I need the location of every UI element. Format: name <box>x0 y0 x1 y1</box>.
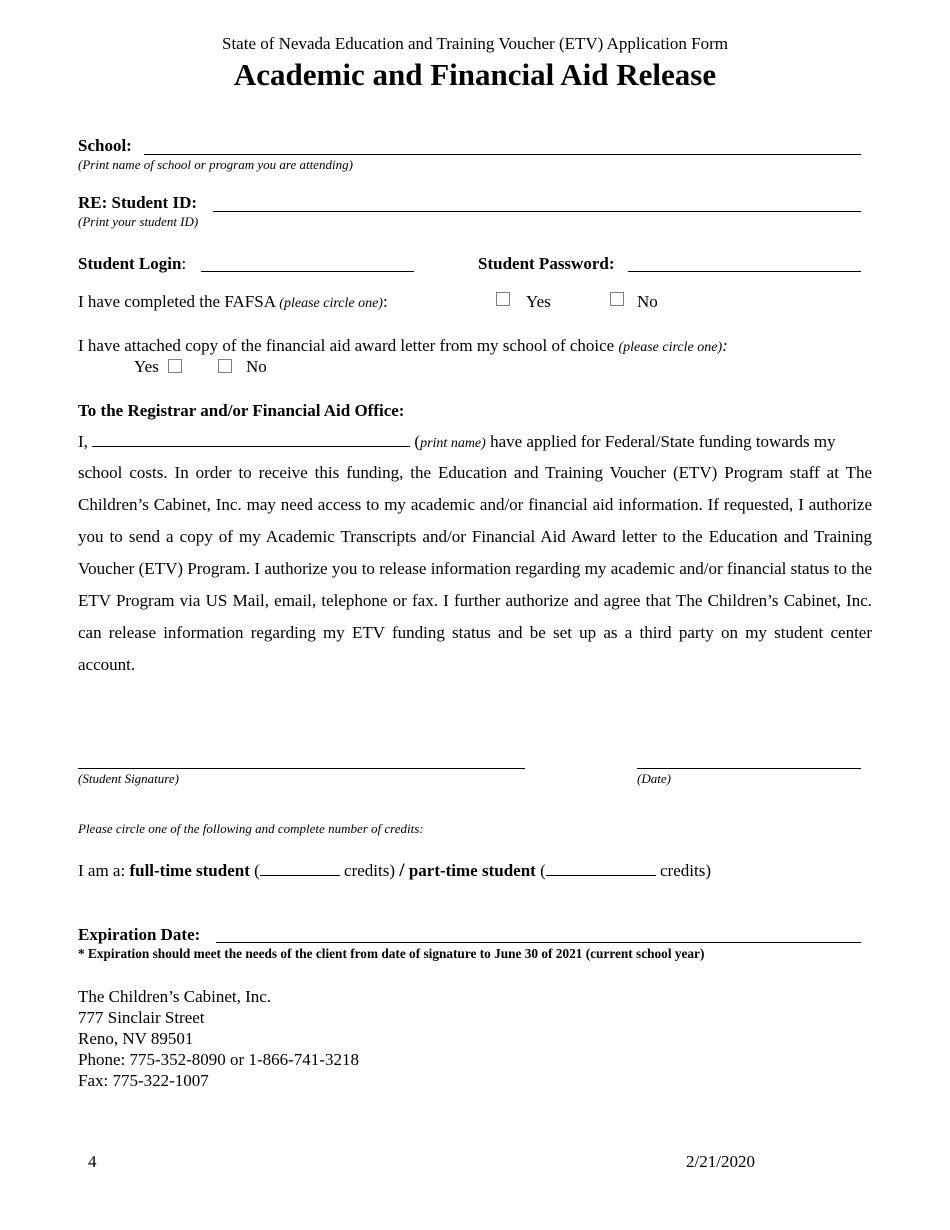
fafsa-colon: : <box>382 292 388 311</box>
expiration-field[interactable] <box>216 942 861 943</box>
student-id-field[interactable] <box>213 211 861 212</box>
part-time-open-paren: ( <box>535 861 546 880</box>
full-time-open-paren: ( <box>249 861 260 880</box>
school-label: School: <box>78 136 132 155</box>
fafsa-no-label: No <box>637 292 658 311</box>
part-time-credits-text: credits) <box>655 861 711 880</box>
registrar-heading: To the Registrar and/or Financial Aid Office: <box>78 401 405 420</box>
fafsa-hint: (please circle one) <box>279 296 383 311</box>
student-login-label-group <box>78 254 186 274</box>
student-password-label: Student Password: <box>478 254 615 273</box>
fafsa-yes-checkbox[interactable] <box>496 292 510 306</box>
iam-text: I am a: <box>78 861 130 880</box>
student-signature-field[interactable] <box>78 768 525 769</box>
org-name: The Children’s Cabinet, Inc. <box>78 987 272 1006</box>
i-text: I, <box>78 432 88 451</box>
full-time-credits-field[interactable] <box>260 874 340 876</box>
phone-number: Phone: 775-352-8090 or 1-866-741-3218 <box>78 1050 359 1069</box>
date-label: (Date) <box>637 771 671 786</box>
award-yes-checkbox[interactable] <box>168 359 182 373</box>
address-block <box>78 986 359 1091</box>
print-name-open-paren: ( <box>414 432 421 451</box>
student-id-hint: (Print your student ID) <box>78 214 199 229</box>
student-login-label: Student Login <box>78 254 182 273</box>
authorization-first-line <box>78 432 872 452</box>
student-signature-label: (Student Signature) <box>78 771 179 786</box>
form-subtitle: State of Nevada Education and Training Voucher (ETV) Application Form <box>222 34 728 53</box>
full-time-option[interactable]: full-time student <box>129 861 250 880</box>
date-field[interactable] <box>637 768 861 769</box>
fafsa-no-checkbox[interactable] <box>610 292 624 306</box>
street-address: 777 Sinclair Street <box>78 1008 205 1027</box>
fafsa-yes-label: Yes <box>526 292 551 311</box>
student-login-colon: : <box>181 254 187 273</box>
award-yes-label: Yes <box>134 357 159 376</box>
print-name-hint: print name) <box>420 436 486 451</box>
full-time-credits-text: credits) <box>339 861 400 880</box>
fax-number: Fax: 775-322-1007 <box>78 1071 209 1090</box>
fafsa-text: I have completed the FAFSA <box>78 292 276 311</box>
award-letter-text: I have attached copy of the financial aid award letter from my school of choice <box>78 336 615 355</box>
award-letter-question <box>78 336 728 356</box>
student-login-field[interactable] <box>201 271 414 272</box>
expiration-label: Expiration Date: <box>78 925 201 944</box>
city-address: Reno, NV 89501 <box>78 1029 194 1048</box>
award-no-label: No <box>246 357 267 376</box>
print-name-field[interactable] <box>92 445 410 447</box>
part-time-credits-field[interactable] <box>546 874 656 876</box>
expiration-note: * Expiration should meet the needs of the client from date of signature to June 30 of 2021 (current school year) <box>78 946 705 961</box>
authorization-first-line-rest: have applied for Federal/State funding towards my <box>485 432 836 451</box>
award-letter-hint: (please circle one) <box>618 340 723 355</box>
student-id-label: RE: Student ID: <box>78 193 198 212</box>
fafsa-question <box>78 292 388 312</box>
page-title: Academic and Financial Aid Release <box>233 57 717 92</box>
school-field[interactable] <box>144 154 861 155</box>
student-status-line <box>78 860 711 882</box>
part-time-option[interactable]: part-time student <box>404 861 536 880</box>
award-no-checkbox[interactable] <box>218 359 232 373</box>
slash-separator: / <box>399 860 405 881</box>
school-hint: (Print name of school or program you are attending) <box>78 157 353 172</box>
award-letter-colon: : <box>722 336 728 355</box>
page-number: 4 <box>88 1152 97 1171</box>
authorization-paragraph: school costs. In order to receive this funding, the Education and Training Voucher (ETV) Program staff at The Children’s Cabinet, Inc. may need access to my academic and/or financial aid information. If requested, I authorize you to send a copy of my Academic Transcripts and/or Financial Aid Award letter to the Education and Training Voucher (ETV) Program. I authorize you to release information regarding my academic and/or financial status to the ETV Program via US Mail, email, telephone or fax. I further authorize and agree that The Children’s Cabinet, Inc. can release information regarding my ETV funding status and be set up as a third party on my student center account. <box>78 463 872 674</box>
credits-instruction: Please circle one of the following and complete number of credits: <box>78 821 424 836</box>
student-password-field[interactable] <box>628 271 861 272</box>
revision-date: 2/21/2020 <box>686 1152 755 1171</box>
